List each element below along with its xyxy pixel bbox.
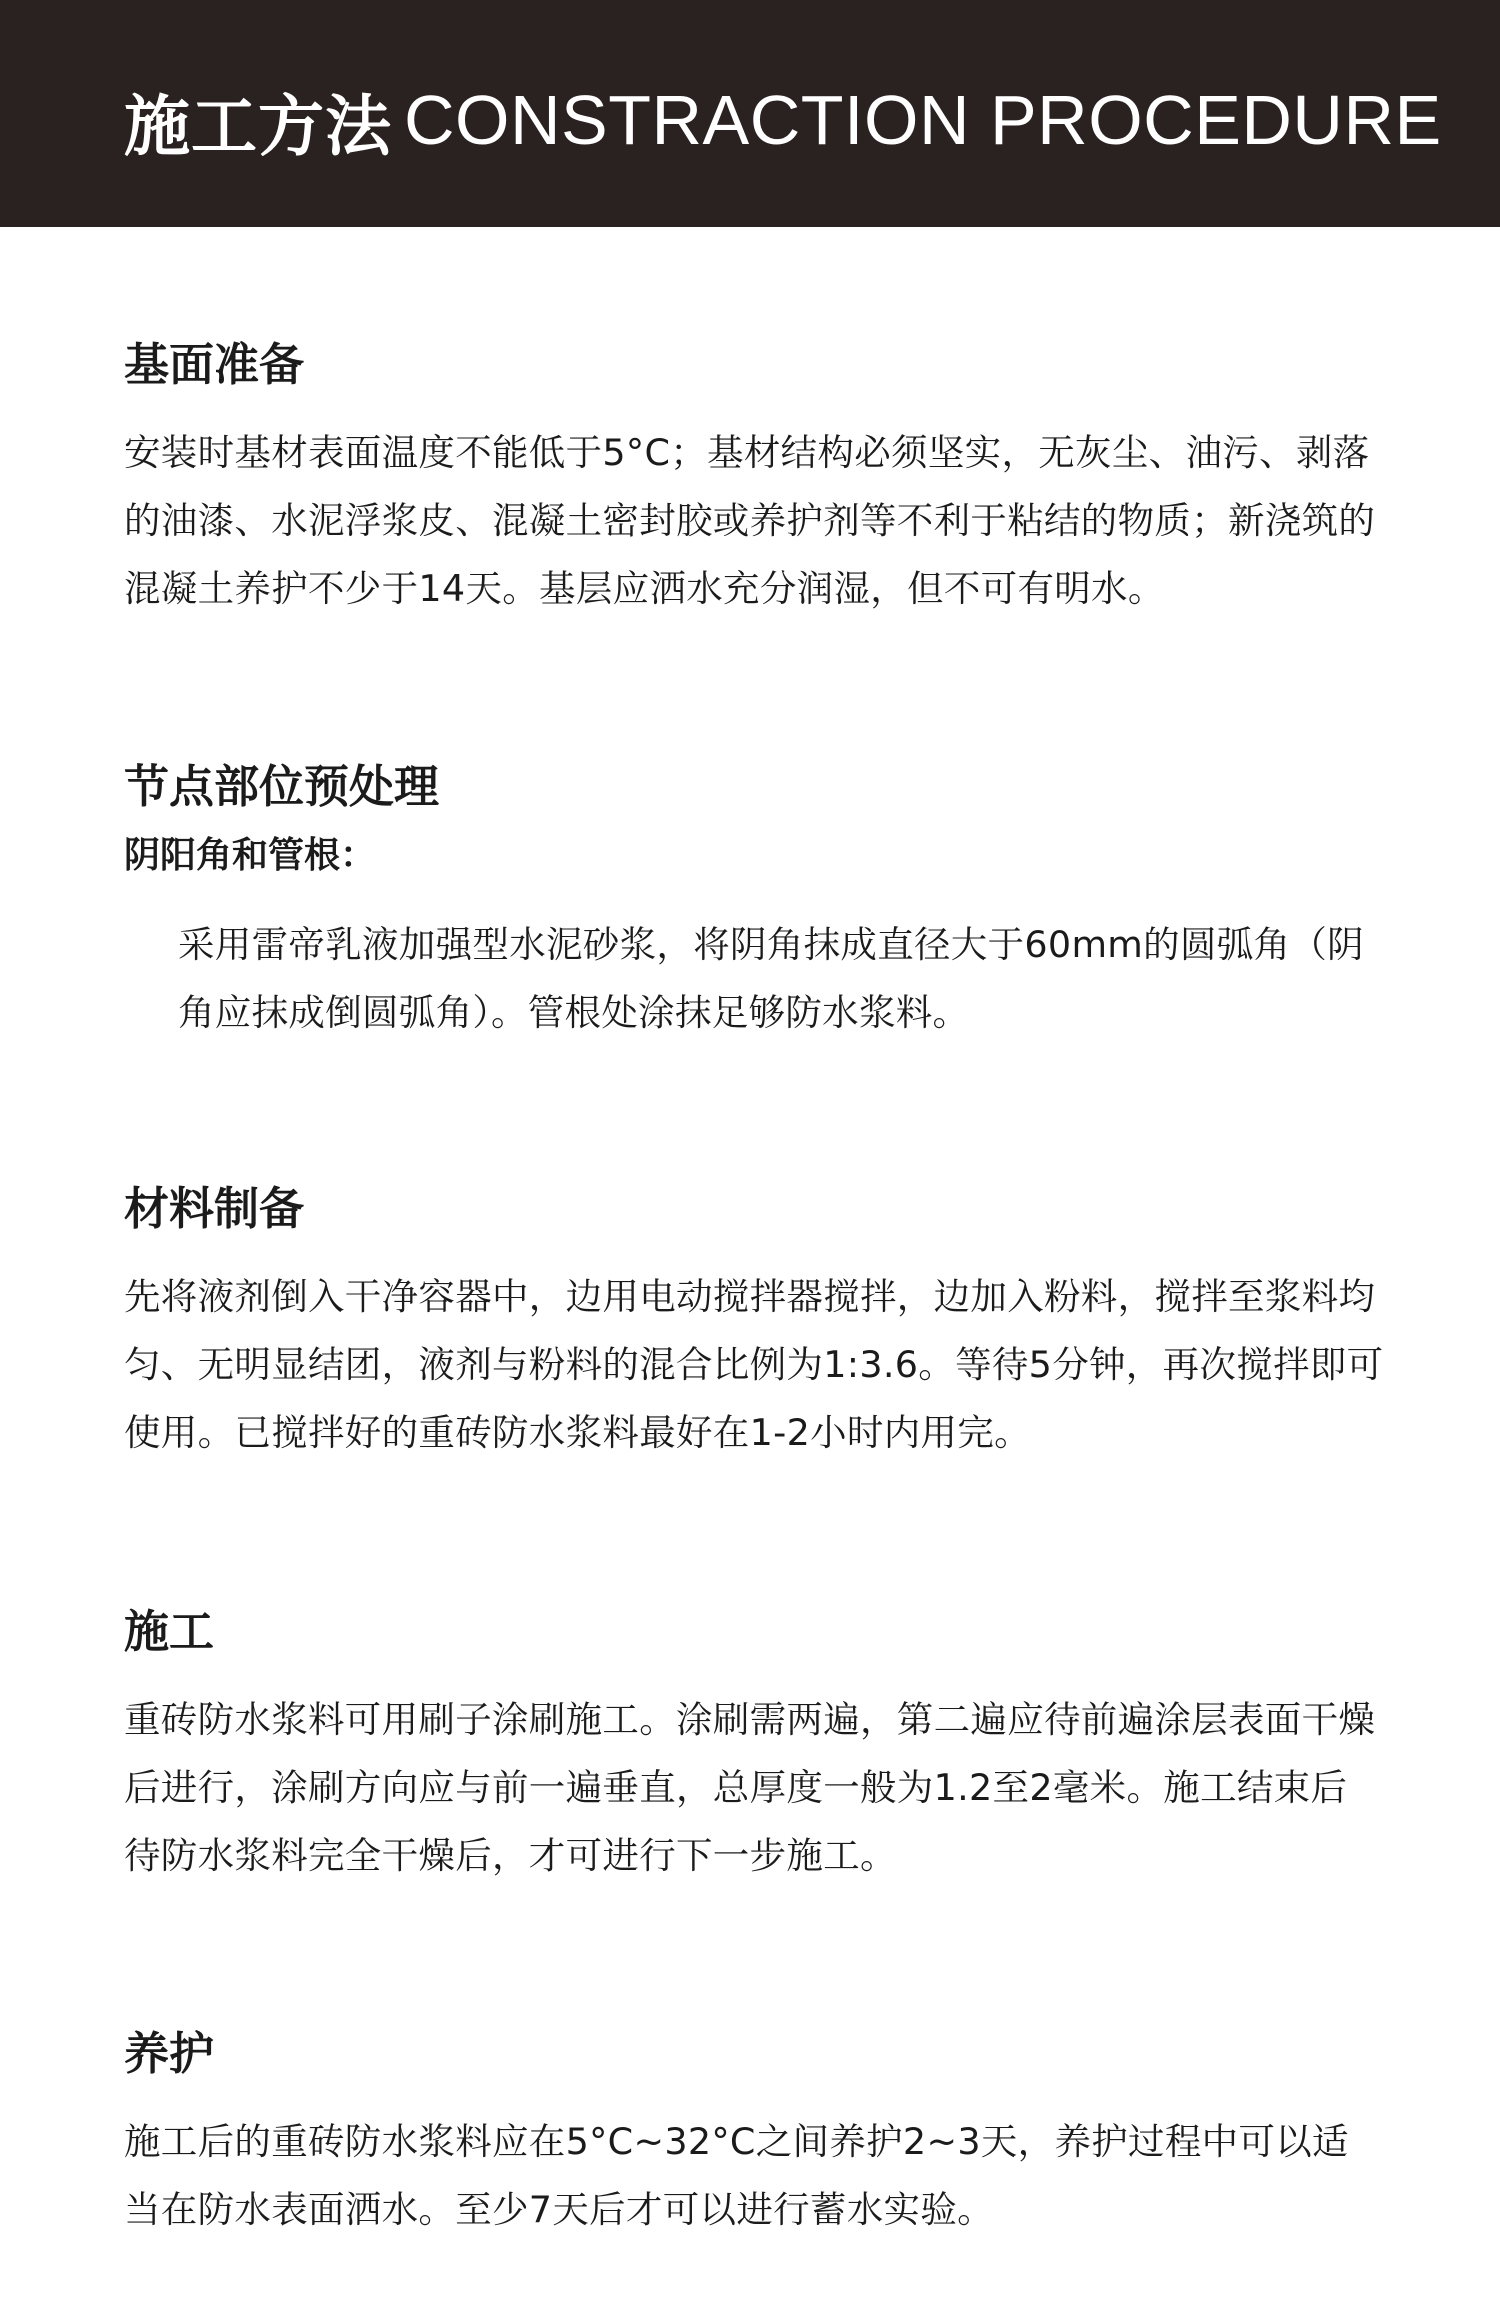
section-title: 施工: [124, 1605, 215, 1658]
section-title: 材料制备: [124, 1182, 305, 1235]
page-title-english: CONSTRACTION PROCEDURE: [404, 81, 1442, 159]
section-subtitle: 阴阳角和管根：: [124, 835, 377, 876]
section-body: 采用雷帝乳液加强型水泥砂浆，将阴角抹成直径大于60mm的圆弧角（阴角应抹成倒圆弧角）。管根处涂抹足够防水浆料。: [178, 923, 1364, 1034]
section-title: 基面准备: [124, 338, 305, 391]
section-surface-preparation: [124, 335, 1384, 623]
section-body: 重砖防水浆料可用刷子涂刷施工。涂刷需两遍，第二遍应待前遍涂层表面干燥后进行，涂刷方向应与前一遍垂直，总厚度一般为1.2至2毫米。施工结束后待防水浆料完全干燥后，才可进行下一步施工。: [124, 1698, 1376, 1877]
section-body: 先将液剂倒入干净容器中，边用电动搅拌器搅拌，边加入粉料，搅拌至浆料均匀、无明显结团，液剂与粉料的混合比例为1:3.6。等待5分钟，再次搅拌即可使用。已搅拌好的重砖防水浆料最好在1-2小时内用完。: [124, 1275, 1384, 1454]
page-header: [0, 0, 1500, 227]
section-body: 施工后的重砖防水浆料应在5°C~32°C之间养护2~3天，养护过程中可以适当在防水表面洒水。至少7天后才可以进行蓄水实验。: [124, 2120, 1349, 2231]
section-body: 安装时基材表面温度不能低于5°C；基材结构必须坚实，无灰尘、油污、剥落的油漆、水泥浮浆皮、混凝土密封胶或养护剂等不利于粘结的物质；新浇筑的混凝土养护不少于14天。基层应洒水充分润湿，但不可有明水。: [124, 431, 1376, 610]
page-title-chinese: 施工方法: [124, 87, 392, 165]
section-construction: [124, 1602, 1384, 1890]
section-material-preparation: [124, 1179, 1384, 1467]
section-title: 节点部位预处理: [124, 760, 440, 813]
section-curing: [124, 2024, 1384, 2244]
section-joint-pretreatment: [124, 757, 1384, 1047]
section-title: 养护: [124, 2027, 215, 2080]
page-title: [124, 70, 1442, 170]
